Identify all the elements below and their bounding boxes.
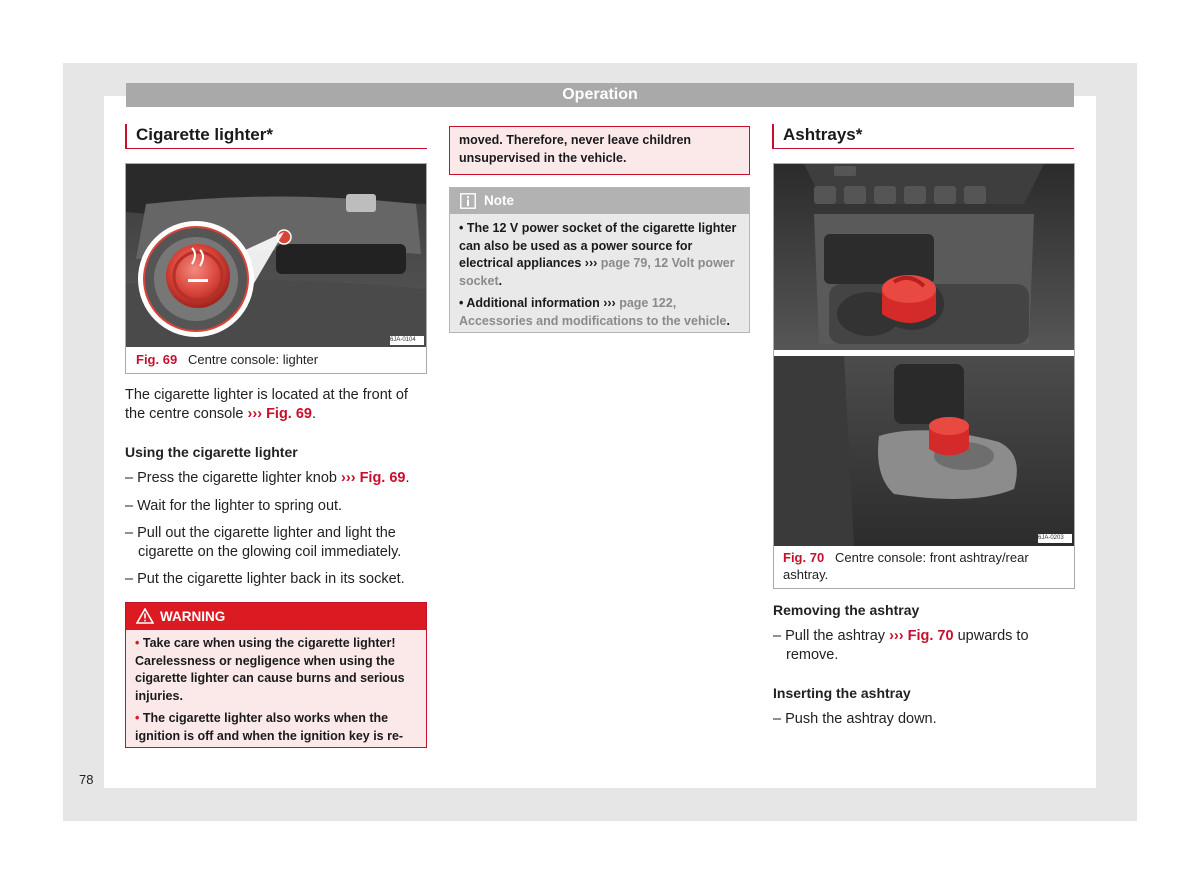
step-4: – Put the cigarette lighter back in its socket. bbox=[125, 571, 405, 587]
chapter-header: Operation bbox=[126, 83, 1074, 107]
info-icon bbox=[460, 193, 476, 209]
ref-arrow: ››› bbox=[247, 406, 263, 422]
figure-number: Fig. 70 bbox=[783, 550, 825, 565]
figure-70 bbox=[773, 163, 1075, 589]
warning-label: WARNING bbox=[160, 609, 226, 624]
note-label: Note bbox=[484, 193, 514, 208]
ashtray-illustration bbox=[774, 164, 1074, 546]
step-2: – Wait for the lighter to spring out. bbox=[125, 498, 343, 514]
figure-code: 6JA-0104 bbox=[390, 337, 416, 343]
warning-continued-box bbox=[449, 126, 750, 175]
page-122-link[interactable]: page 122, Accessories and modifications to the vehicle bbox=[459, 296, 727, 328]
section-title-cigarette-lighter: Cigarette lighter* bbox=[125, 124, 427, 149]
section-title-ashtrays: Ashtrays* bbox=[772, 124, 1074, 149]
intro-paragraph: The cigarette lighter is located at the front of the centre console ››› Fig. 69. bbox=[125, 387, 408, 422]
warning-item-2: • The cigarette lighter also works when the ignition is off and when the ignition key is re- bbox=[135, 711, 404, 743]
inserting-step: – Push the ashtray down. bbox=[773, 711, 937, 727]
page-number: 78 bbox=[79, 772, 94, 787]
removing-step: – Pull the ashtray ››› Fig. 70 upwards to remove. bbox=[773, 628, 1029, 663]
figure-number: Fig. 69 bbox=[136, 352, 178, 367]
warning-header bbox=[126, 603, 426, 630]
ashtray-photo-svg bbox=[774, 164, 1074, 546]
note-box bbox=[449, 187, 750, 333]
step-3: – Pull out the cigarette lighter and light the cigarette on the glowing coil immediately. bbox=[125, 525, 402, 560]
warning-continued-text: moved. Therefore, never leave children unsupervised in the vehicle. bbox=[459, 133, 692, 165]
subheading-inserting-ashtray: Inserting the ashtray bbox=[773, 685, 911, 701]
figure-caption-text: Centre console: front ashtray/rear ashtray. bbox=[783, 550, 1029, 582]
note-header bbox=[450, 188, 749, 214]
note-item-2: • Additional information ››› page 122, Accessories and modifications to the vehicle. bbox=[459, 296, 730, 328]
figure-caption-text: Centre console: lighter bbox=[188, 352, 319, 367]
figure-69 bbox=[125, 163, 427, 374]
subheading-using-lighter: Using the cigarette lighter bbox=[125, 444, 298, 460]
fig-69-link[interactable]: Fig. 69 bbox=[359, 470, 406, 486]
subheading-removing-ashtray: Removing the ashtray bbox=[773, 602, 920, 618]
figure-code: 6JA-0203 bbox=[1038, 535, 1064, 541]
warning-triangle-icon bbox=[136, 608, 154, 624]
note-item-1: • The 12 V power socket of the cigarette lighter can also be used as a power source for electrical appliances ››› page 79, 12 Volt power socket. bbox=[459, 221, 737, 288]
step-1: – Press the cigarette lighter knob ››› Fig. 69. bbox=[125, 470, 410, 486]
page-79-link[interactable]: page 79, 12 Volt power socket bbox=[459, 256, 735, 288]
warning-box bbox=[125, 602, 427, 748]
lighter-illustration bbox=[126, 164, 426, 347]
figure-69-caption bbox=[136, 351, 416, 368]
figure-70-caption bbox=[783, 549, 1065, 583]
lighter-photo-svg bbox=[126, 164, 426, 347]
warning-item-1: • Take care when using the cigarette lighter! Carelessness or negligence when using the cigarette lighter can cause burns and serious injuries. bbox=[135, 636, 405, 703]
fig-70-link[interactable]: Fig. 70 bbox=[907, 628, 954, 644]
fig-69-link[interactable]: Fig. 69 bbox=[266, 406, 312, 422]
